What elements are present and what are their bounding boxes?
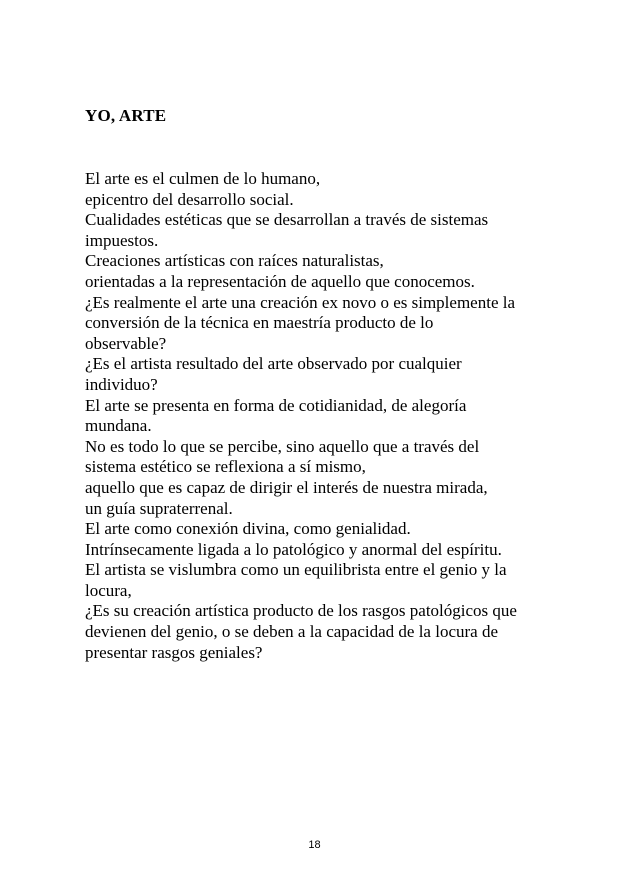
poem-line: Creaciones artísticas con raíces naturalistas, (85, 251, 384, 271)
poem-line: El arte se presenta en forma de cotidianidad, de alegoría (85, 395, 467, 415)
poem-line: conversión de la técnica en maestría producto de lo (85, 313, 434, 333)
poem-line: orientadas a la representación de aquello que conocemos. (85, 271, 475, 291)
poem-line: observable? (85, 333, 167, 353)
poem-line: mundana. (85, 416, 152, 436)
poem-title: YO, ARTE (85, 106, 167, 125)
poem-line: aquello que es capaz de dirigir el interés de nuestra mirada, (85, 477, 488, 497)
poem-line: epicentro del desarrollo social. (85, 189, 294, 209)
poem-line: El arte como conexión divina, como genialidad. (85, 519, 411, 539)
poem-line: sistema estético se reflexiona a sí mismo, (85, 457, 366, 477)
poem-line: un guía supraterrenal. (85, 498, 233, 518)
poem-line: El artista se vislumbra como un equilibrista entre el genio y la (85, 560, 507, 580)
poem-line: El arte es el culmen de lo humano, (85, 169, 321, 188)
page-number: 18 (308, 839, 321, 851)
poem-line: devienen del genio, o se deben a la capacidad de la locura de (85, 622, 498, 642)
poem-line: ¿Es el artista resultado del arte observado por cualquier (85, 354, 462, 374)
poem-line: presentar rasgos geniales? (85, 642, 263, 662)
poem-line: Intrínsecamente ligada a lo patológico y anormal del espíritu. (85, 539, 502, 559)
poem-line: ¿Es su creación artística producto de los rasgos patológicos que (85, 601, 517, 621)
poem-line: impuestos. (85, 230, 159, 250)
poem-line: locura, (85, 580, 132, 600)
poem-body (85, 169, 565, 663)
poem-line: Cualidades estéticas que se desarrollan a través de sistemas (85, 210, 489, 230)
poem-line: ¿Es realmente el arte una creación ex novo o es simplemente la (85, 292, 516, 312)
poem-line: individuo? (85, 374, 158, 394)
poem-line: No es todo lo que se percibe, sino aquello que a través del (85, 436, 480, 456)
